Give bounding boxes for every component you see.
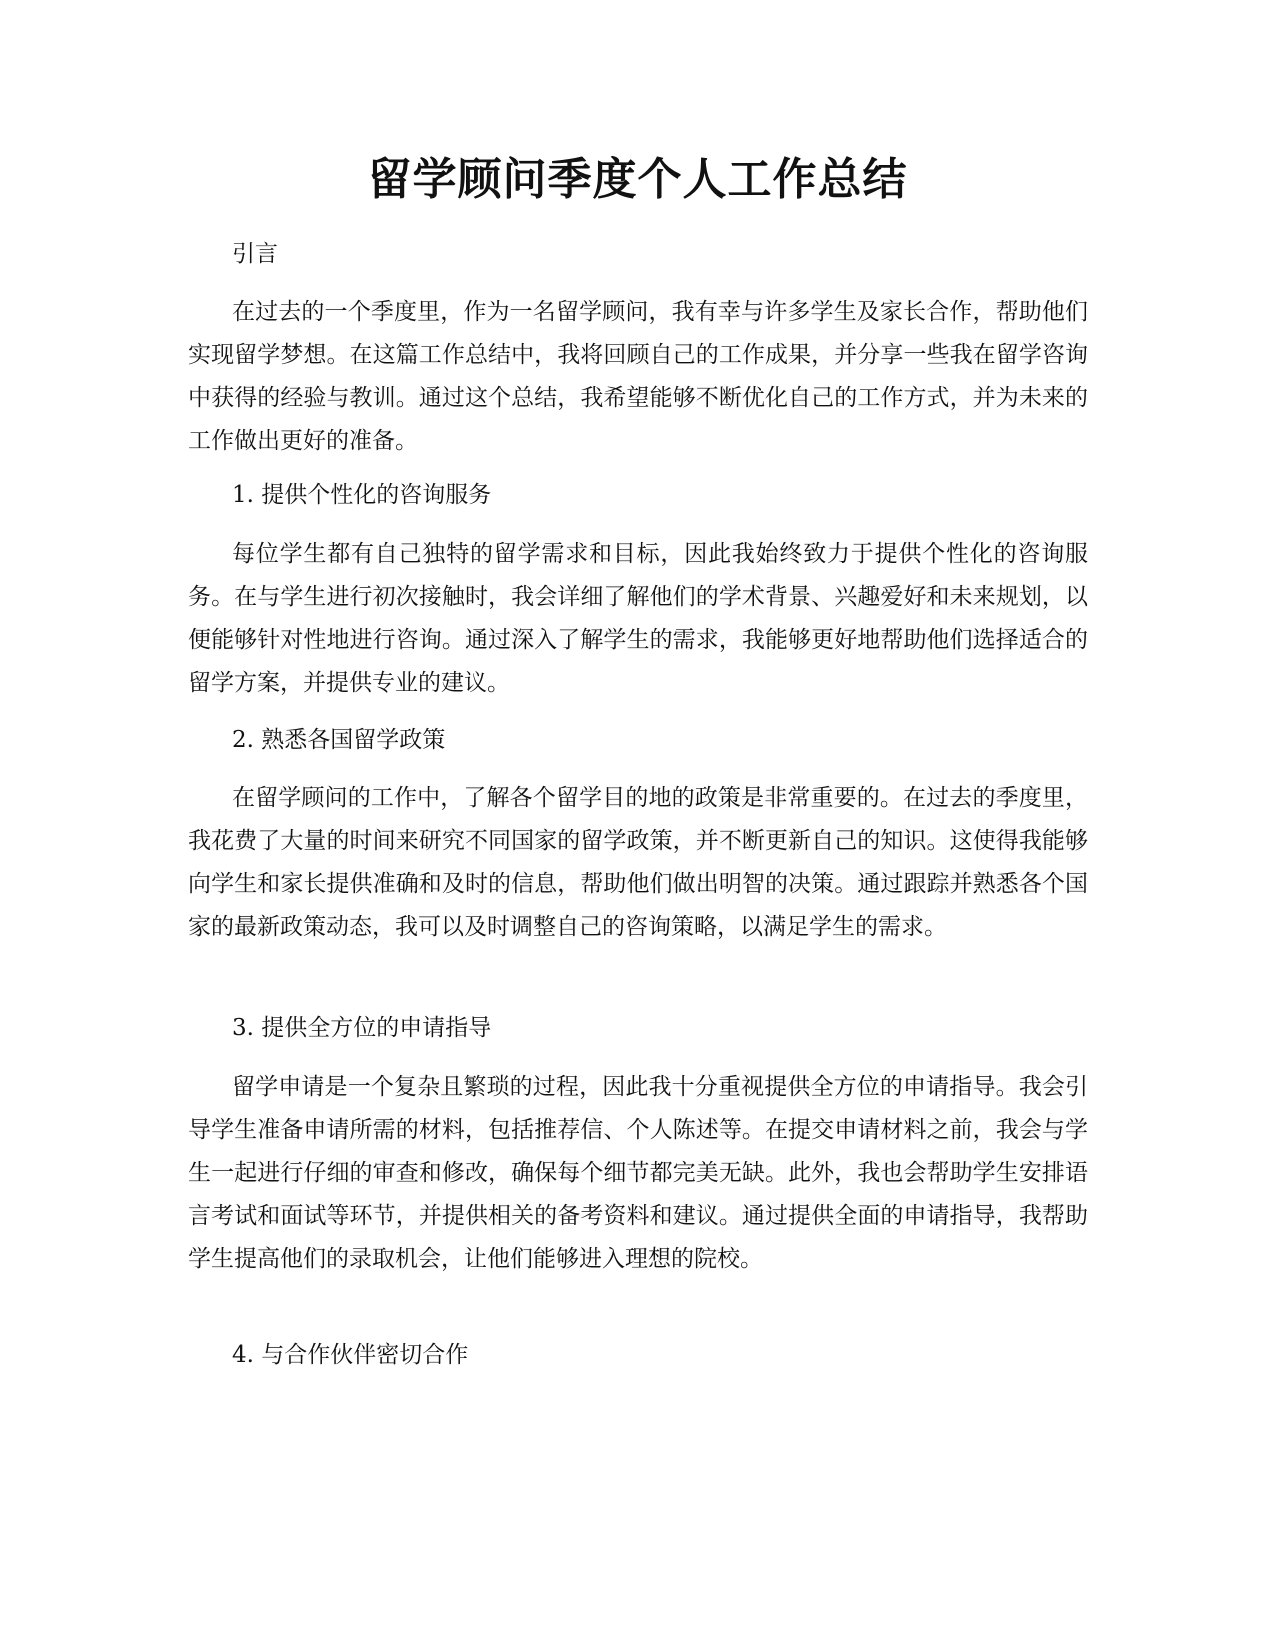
section-paragraph-3: 留学申请是一个复杂且繁琐的过程，因此我十分重视提供全方位的申请指导。我会引导学生准备申请所需的材料，包括推荐信、个人陈述等。在提交申请材料之前，我会与学生一起进行仔细的审查和修改，确保每个细节都完美无缺。此外，我也会帮助学生安排语言考试和面试等环节，并提供相关的备考资料和建议。通过提供全面的申请指导，我帮助学生提高他们的录取机会，让他们能够进入理想的院校。 bbox=[188, 1074, 1088, 1272]
section-heading-4: 4. 与合作伙伴密切合作 bbox=[232, 1342, 469, 1368]
intro-heading: 引言 bbox=[232, 241, 278, 267]
section-heading-1: 1. 提供个性化的咨询服务 bbox=[232, 482, 492, 508]
section-paragraph-1: 每位学生都有自己独特的留学需求和目标，因此我始终致力于提供个性化的咨询服务。在与学生进行初次接触时，我会详细了解他们的学术背景、兴趣爱好和未来规划，以便能够针对性地进行咨询。通过深入了解学生的需求，我能够更好地帮助他们选择适合的留学方案，并提供专业的建议。 bbox=[188, 541, 1088, 696]
section-heading-2: 2. 熟悉各国留学政策 bbox=[232, 727, 446, 753]
document-title: 留学顾问季度个人工作总结 bbox=[367, 154, 908, 205]
section-heading-3: 3. 提供全方位的申请指导 bbox=[232, 1015, 492, 1041]
section-paragraph-2: 在留学顾问的工作中，了解各个留学目的地的政策是非常重要的。在过去的季度里，我花费了大量的时间来研究不同国家的留学政策，并不断更新自己的知识。这使得我能够向学生和家长提供准确和及时的信息，帮助他们做出明智的决策。通过跟踪并熟悉各个国家的最新政策动态，我可以及时调整自己的咨询策略，以满足学生的需求。 bbox=[188, 785, 1088, 940]
intro-paragraph: 在过去的一个季度里，作为一名留学顾问，我有幸与许多学生及家长合作，帮助他们实现留学梦想。在这篇工作总结中，我将回顾自己的工作成果，并分享一些我在留学咨询中获得的经验与教训。通过这个总结，我希望能够不断优化自己的工作方式，并为未来的工作做出更好的准备。 bbox=[188, 299, 1088, 454]
